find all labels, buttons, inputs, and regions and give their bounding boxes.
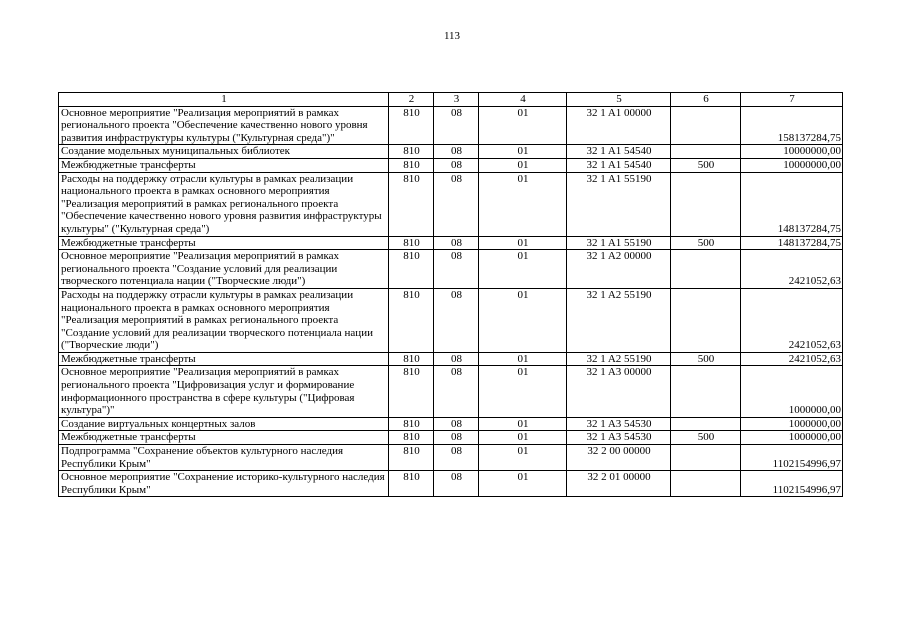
section-code-cell: 08 <box>434 158 479 172</box>
target-article-cell: 32 1 A3 00000 <box>567 366 671 417</box>
column-header: 2 <box>389 93 434 107</box>
table-row <box>59 352 843 366</box>
amount-cell: 10000000,00 <box>741 145 843 159</box>
expense-type-cell <box>671 172 741 236</box>
subsection-code-cell: 01 <box>479 417 567 431</box>
expense-type-cell: 500 <box>671 431 741 445</box>
column-header: 1 <box>59 93 389 107</box>
table-row <box>59 145 843 159</box>
expense-type-cell <box>671 106 741 145</box>
department-code-cell: 810 <box>389 145 434 159</box>
amount-cell: 158137284,75 <box>741 106 843 145</box>
row-name-cell: Межбюджетные трансферты <box>59 236 389 250</box>
section-code-cell: 08 <box>434 172 479 236</box>
table-row <box>59 158 843 172</box>
expense-type-cell <box>671 250 741 289</box>
section-code-cell: 08 <box>434 236 479 250</box>
subsection-code-cell: 01 <box>479 352 567 366</box>
table-row <box>59 417 843 431</box>
row-name-cell: Основное мероприятие "Реализация мероприятий в рамках регионального проекта "Создание условий для реализации творческого потенциала нации ("Творческие люди") <box>59 250 389 289</box>
row-name-cell: Создание модельных муниципальных библиотек <box>59 145 389 159</box>
amount-cell: 1000000,00 <box>741 417 843 431</box>
target-article-cell: 32 1 A2 55190 <box>567 288 671 352</box>
section-code-cell: 08 <box>434 445 479 471</box>
subsection-code-cell: 01 <box>479 106 567 145</box>
amount-cell: 1102154996,97 <box>741 445 843 471</box>
target-article-cell: 32 1 A1 00000 <box>567 106 671 145</box>
expense-type-cell <box>671 417 741 431</box>
target-article-cell: 32 1 A3 54530 <box>567 417 671 431</box>
amount-cell: 148137284,75 <box>741 236 843 250</box>
column-header: 4 <box>479 93 567 107</box>
table-row <box>59 106 843 145</box>
target-article-cell: 32 1 A1 54540 <box>567 158 671 172</box>
target-article-cell: 32 1 A3 54530 <box>567 431 671 445</box>
department-code-cell: 810 <box>389 172 434 236</box>
expense-type-cell <box>671 366 741 417</box>
section-code-cell: 08 <box>434 250 479 289</box>
table-row <box>59 445 843 471</box>
department-code-cell: 810 <box>389 236 434 250</box>
subsection-code-cell: 01 <box>479 145 567 159</box>
subsection-code-cell: 01 <box>479 288 567 352</box>
row-name-cell: Основное мероприятие "Сохранение историко-культурного наследия Республики Крым" <box>59 471 389 497</box>
budget-table <box>58 92 843 497</box>
subsection-code-cell: 01 <box>479 471 567 497</box>
table-row <box>59 366 843 417</box>
table-row <box>59 250 843 289</box>
expense-type-cell <box>671 471 741 497</box>
department-code-cell: 810 <box>389 471 434 497</box>
subsection-code-cell: 01 <box>479 431 567 445</box>
subsection-code-cell: 01 <box>479 236 567 250</box>
column-header: 6 <box>671 93 741 107</box>
subsection-code-cell: 01 <box>479 250 567 289</box>
department-code-cell: 810 <box>389 288 434 352</box>
target-article-cell: 32 1 A2 55190 <box>567 352 671 366</box>
subsection-code-cell: 01 <box>479 172 567 236</box>
section-code-cell: 08 <box>434 352 479 366</box>
row-name-cell: Подпрограмма "Сохранение объектов культурного наследия Республики Крым" <box>59 445 389 471</box>
amount-cell: 1102154996,97 <box>741 471 843 497</box>
table-row <box>59 431 843 445</box>
table-body <box>59 106 843 497</box>
subsection-code-cell: 01 <box>479 445 567 471</box>
column-number-row <box>59 93 843 107</box>
department-code-cell: 810 <box>389 417 434 431</box>
amount-cell: 148137284,75 <box>741 172 843 236</box>
amount-cell: 2421052,63 <box>741 288 843 352</box>
expense-type-cell: 500 <box>671 236 741 250</box>
target-article-cell: 32 1 A1 54540 <box>567 145 671 159</box>
subsection-code-cell: 01 <box>479 366 567 417</box>
department-code-cell: 810 <box>389 352 434 366</box>
subsection-code-cell: 01 <box>479 158 567 172</box>
row-name-cell: Основное мероприятие "Реализация мероприятий в рамках регионального проекта "Цифровизация услуг и формирование информационного пространства в сфере культуры ("Цифровая культура")" <box>59 366 389 417</box>
column-header: 3 <box>434 93 479 107</box>
row-name-cell: Расходы на поддержку отрасли культуры в рамках реализации национального проекта в рамках основного мероприятия "Реализация мероприятий в рамках регионального проекта "Создание условий для реализации творческого потенциала нации ("Творческие люди") <box>59 288 389 352</box>
department-code-cell: 810 <box>389 158 434 172</box>
target-article-cell: 32 2 01 00000 <box>567 471 671 497</box>
department-code-cell: 810 <box>389 431 434 445</box>
row-name-cell: Основное мероприятие "Реализация мероприятий в рамках регионального проекта "Обеспечение качественно нового уровня развития инфраструктуры культуры ("Культурная среда")" <box>59 106 389 145</box>
department-code-cell: 810 <box>389 445 434 471</box>
department-code-cell: 810 <box>389 106 434 145</box>
target-article-cell: 32 2 00 00000 <box>567 445 671 471</box>
expense-type-cell: 500 <box>671 158 741 172</box>
row-name-cell: Создание виртуальных концертных залов <box>59 417 389 431</box>
target-article-cell: 32 1 A2 00000 <box>567 250 671 289</box>
row-name-cell: Межбюджетные трансферты <box>59 158 389 172</box>
department-code-cell: 810 <box>389 250 434 289</box>
amount-cell: 2421052,63 <box>741 250 843 289</box>
table-row <box>59 236 843 250</box>
amount-cell: 1000000,00 <box>741 366 843 417</box>
page-number: 113 <box>443 30 461 42</box>
section-code-cell: 08 <box>434 417 479 431</box>
section-code-cell: 08 <box>434 288 479 352</box>
section-code-cell: 08 <box>434 145 479 159</box>
row-name-cell: Расходы на поддержку отрасли культуры в рамках реализации национального проекта в рамках основного мероприятия "Реализация мероприятий в рамках регионального проекта "Обеспечение качественно нового уровня развития инфраструктуры культуры" ("Культурная среда") <box>59 172 389 236</box>
expense-type-cell <box>671 288 741 352</box>
expense-type-cell <box>671 445 741 471</box>
expense-type-cell: 500 <box>671 352 741 366</box>
amount-cell: 1000000,00 <box>741 431 843 445</box>
section-code-cell: 08 <box>434 471 479 497</box>
row-name-cell: Межбюджетные трансферты <box>59 352 389 366</box>
row-name-cell: Межбюджетные трансферты <box>59 431 389 445</box>
section-code-cell: 08 <box>434 106 479 145</box>
target-article-cell: 32 1 A1 55190 <box>567 172 671 236</box>
section-code-cell: 08 <box>434 366 479 417</box>
section-code-cell: 08 <box>434 431 479 445</box>
amount-cell: 10000000,00 <box>741 158 843 172</box>
column-header: 7 <box>741 93 843 107</box>
target-article-cell: 32 1 A1 55190 <box>567 236 671 250</box>
amount-cell: 2421052,63 <box>741 352 843 366</box>
column-header: 5 <box>567 93 671 107</box>
department-code-cell: 810 <box>389 366 434 417</box>
table-row <box>59 471 843 497</box>
table-row <box>59 288 843 352</box>
expense-type-cell <box>671 145 741 159</box>
table-row <box>59 172 843 236</box>
